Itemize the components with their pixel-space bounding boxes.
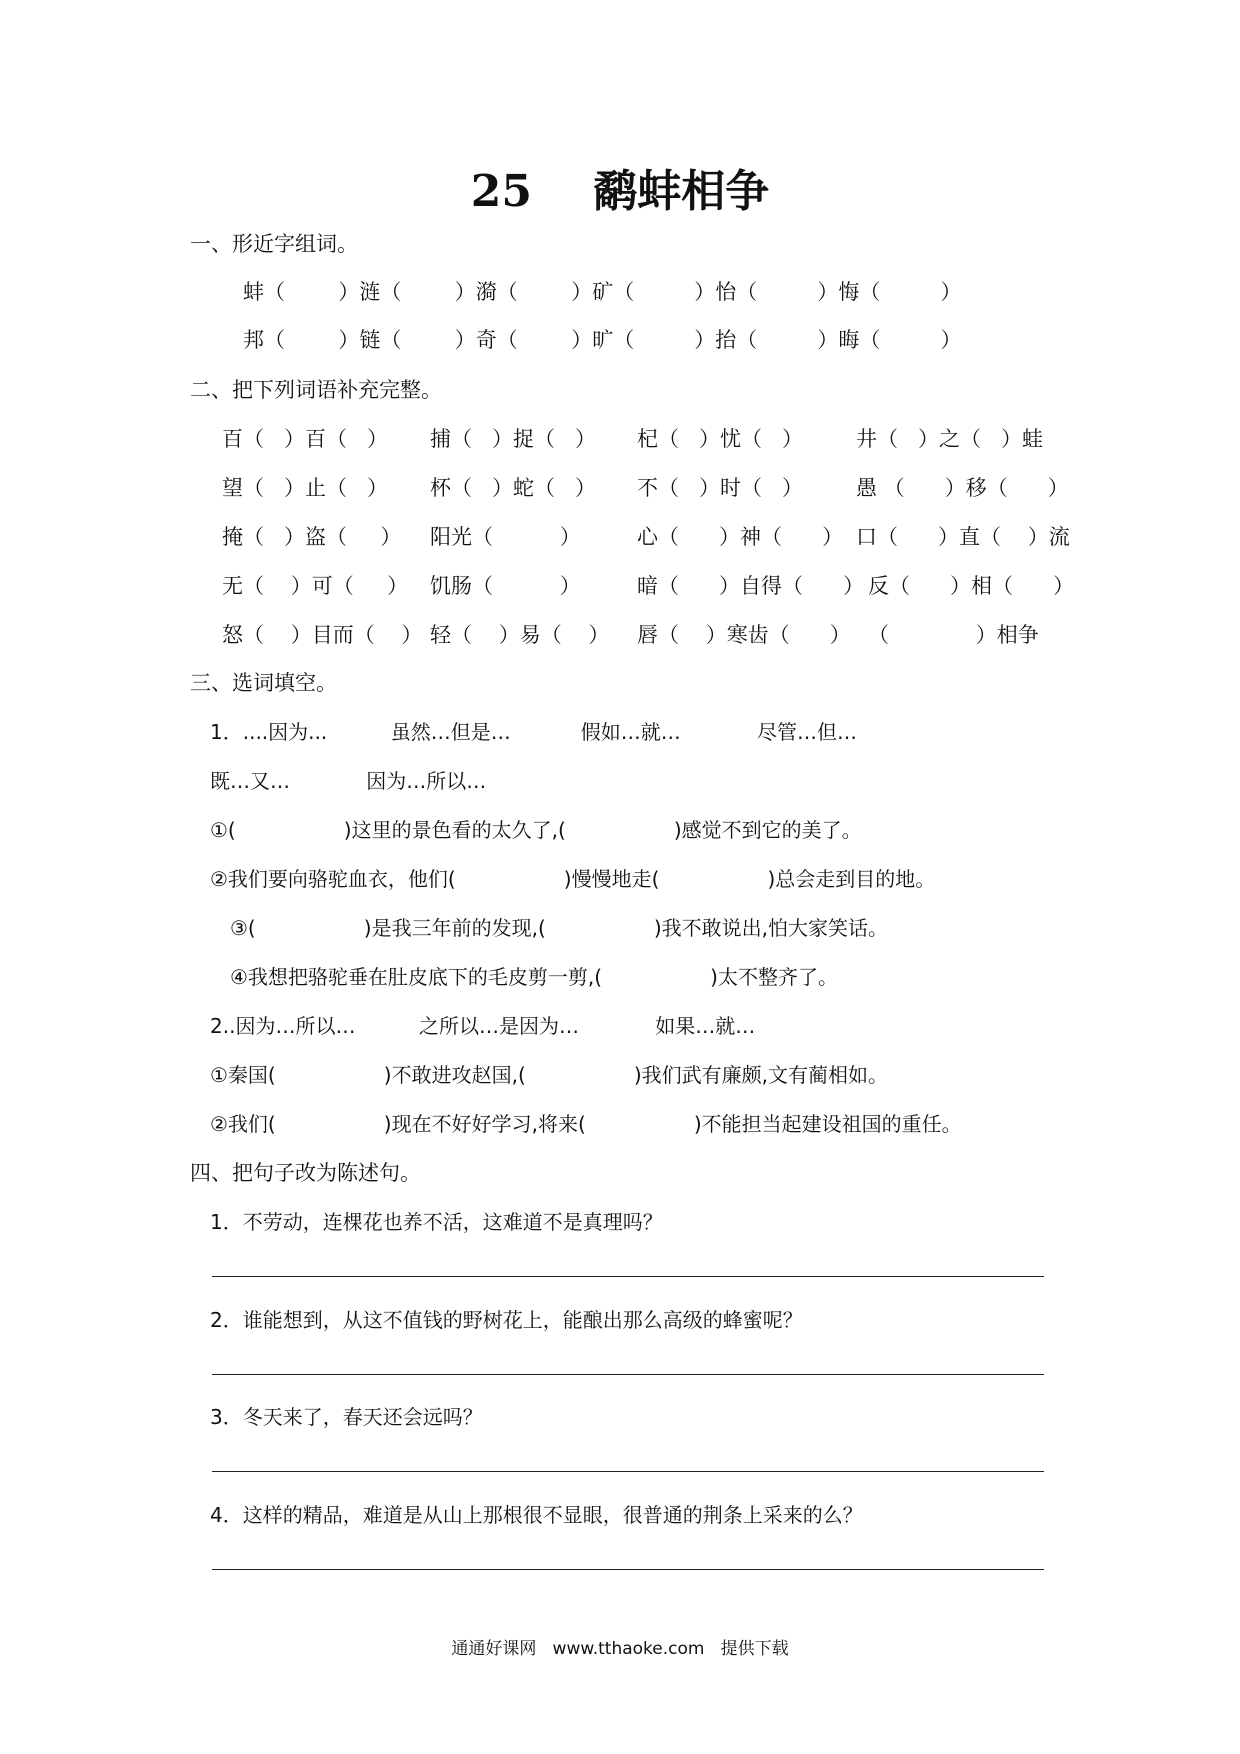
answer-line [212, 1569, 1044, 1570]
group-1-options-continued: 既…又… 因为…所以… [210, 769, 487, 793]
answer-line [212, 1276, 1044, 1277]
section-4-heading: 四、把句子改为陈述句。 [190, 1161, 421, 1185]
idiom-cell: 望（ ）止（ ） [222, 476, 389, 500]
idiom-cell: 阳光（ ） [430, 525, 581, 549]
idiom-cell: 口（ ）直（ ）流 [856, 525, 1070, 549]
section-3-heading: 三、选词填空。 [190, 671, 337, 695]
idiom-cell: 心（ ）神（ ） [637, 525, 844, 549]
answer-line [212, 1374, 1044, 1375]
idiom-cell: 唇（ ）寒齿（ ） [637, 623, 851, 647]
answer-line [212, 1471, 1044, 1472]
idiom-cell: （ ）相争 [868, 623, 1039, 647]
idiom-cell: 饥肠（ ） [430, 574, 581, 598]
section-1-row-1: 蚌（ ）涟（ ）漪（ ）矿（ ）怡（ ）悔（ ） [243, 280, 962, 304]
idiom-cell: 百（ ）百（ ） [222, 427, 389, 451]
idiom-cell: 杞（ ）忧（ ） [637, 427, 804, 451]
sentence-prompt: 3．冬天来了，春天还会远吗？ [210, 1405, 483, 1429]
group-1-options: 1．....因为... 虽然…但是… 假如…就… 尽管…但… [210, 720, 858, 744]
idiom-cell: 杯（ ）蛇（ ） [430, 476, 597, 500]
idiom-cell: 愚 （ ）移（ ） [856, 476, 1069, 500]
page-title: 25 鹬蚌相争 [470, 166, 770, 217]
idiom-cell: 怒（ ）目而（ ） [222, 623, 423, 647]
idiom-cell: 轻（ ）易（ ） [430, 623, 610, 647]
idiom-cell: 井（ ）之（ ）蛙 [856, 427, 1044, 451]
group-1-item: ④我想把骆驼垂在肚皮底下的毛皮剪一剪,( )太不整齐了。 [230, 965, 838, 989]
idiom-cell: 无（ ）可（ ） [222, 574, 409, 598]
group-2-options: 2..因为…所以… 之所以…是因为… 如果…就… [210, 1014, 756, 1038]
group-1-item: ③( )是我三年前的发现,( )我不敢说出,怕大家笑话。 [230, 916, 889, 940]
section-1-heading: 一、形近字组词。 [190, 232, 358, 256]
sentence-prompt: 1．不劳动，连棵花也养不活，这难道不是真理吗？ [210, 1210, 663, 1234]
section-2-heading: 二、把下列词语补充完整。 [190, 378, 442, 402]
sentence-prompt: 2．谁能想到，从这不值钱的野树花上，能酿出那么高级的蜂蜜呢？ [210, 1308, 803, 1332]
group-1-item: ①( )这里的景色看的太久了,( )感觉不到它的美了。 [210, 818, 862, 842]
idiom-cell: 暗（ ）自得（ ） [637, 574, 865, 598]
idiom-cell: 掩（ ）盗（ ） [222, 525, 402, 549]
group-1-item: ②我们要向骆驼血衣，他们( )慢慢地走( )总会走到目的地。 [210, 867, 936, 891]
group-2-item: ①秦国( )不敢进攻赵国,( )我们武有廉颇,文有蔺相如。 [210, 1063, 889, 1087]
idiom-cell: 捕（ ）捉（ ） [430, 427, 597, 451]
group-2-item: ②我们( )现在不好好学习,将来( )不能担当起建设祖国的重任。 [210, 1112, 962, 1136]
sentence-prompt: 4．这样的精品，难道是从山上那根很不显眼，很普通的荆条上采来的么？ [210, 1503, 863, 1527]
section-1-row-2: 邦（ ）链（ ）奇（ ）旷（ ）抬（ ）晦（ ） [243, 328, 962, 352]
idiom-cell: 不（ ）时（ ） [637, 476, 804, 500]
page-footer: 通通好课网 www.tthaoke.com 提供下载 [451, 1639, 789, 1659]
idiom-cell: 反（ ）相（ ） [868, 574, 1075, 598]
